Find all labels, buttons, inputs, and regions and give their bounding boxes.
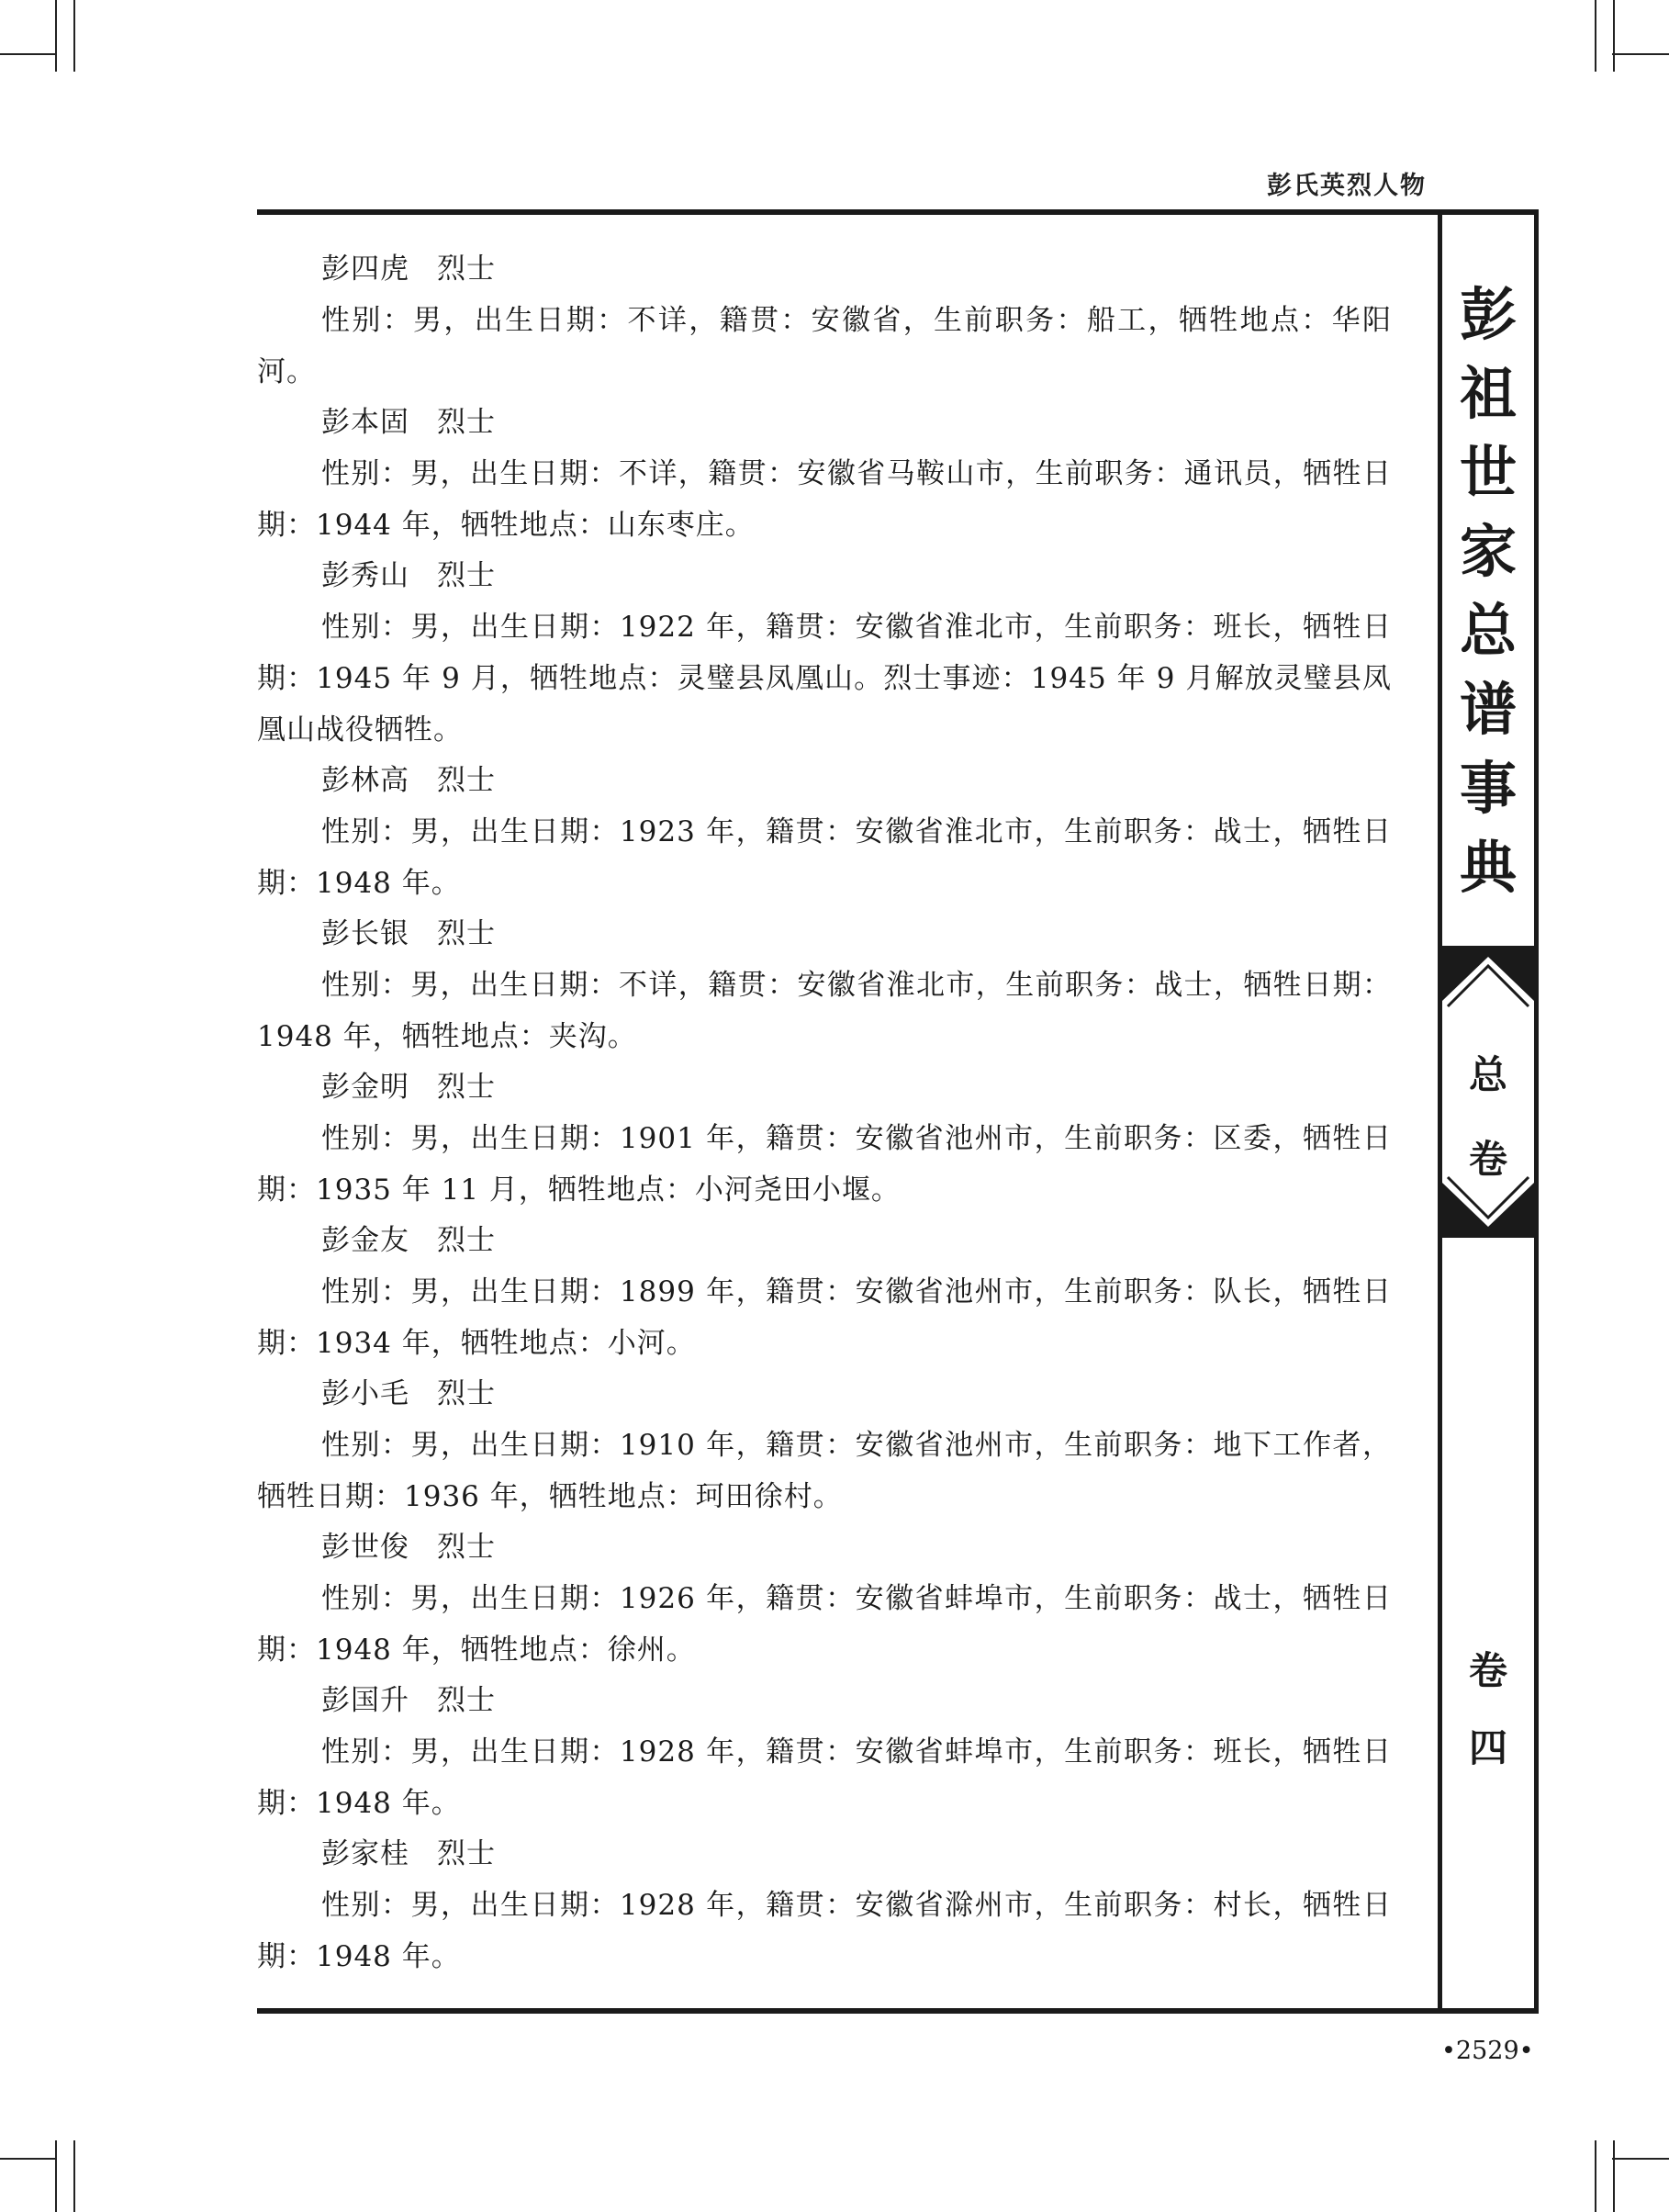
entry-name: 彭长银	[321, 917, 409, 950]
side-frame-outer	[1534, 209, 1539, 2014]
crop-mark	[1612, 53, 1669, 55]
entry-honor: 烈士	[437, 406, 496, 439]
entry-honor: 烈士	[437, 1837, 496, 1870]
crop-mark	[1595, 2140, 1596, 2212]
entry-name: 彭世俊	[321, 1531, 409, 1564]
book-title-char: 家	[1459, 518, 1517, 585]
entry-heading	[257, 551, 1392, 601]
book-title-char: 事	[1459, 755, 1517, 822]
crop-mark	[55, 2140, 57, 2212]
crop-mark	[1613, 0, 1615, 72]
entry-name: 彭国升	[321, 1684, 409, 1717]
entry-honor: 烈士	[437, 1224, 496, 1257]
running-header: 彭氏英烈人物	[1267, 172, 1427, 200]
entry-honor: 烈士	[437, 917, 496, 950]
entry-name: 彭金明	[321, 1071, 409, 1104]
entry-text: 性别：男，出生日期：1926 年，籍贯：安徽省蚌埠市，生前职务：战士，牺牲日期：1948 年，牺牲地点：徐州。	[257, 1582, 1392, 1667]
book-title-char: 谱	[1459, 676, 1517, 743]
entry-text: 性别：男，出生日期：1910 年，籍贯：安徽省池州市，生前职务：地下工作者，牺牲日期：1936 年，牺牲地点：珂田徐村。	[257, 1429, 1392, 1513]
volume-char: 卷	[1468, 1137, 1507, 1182]
entry-name: 彭四虎	[321, 253, 409, 286]
entry-heading	[257, 909, 1392, 960]
entry-heading	[257, 1522, 1392, 1573]
crop-mark	[1595, 0, 1596, 72]
entry-name: 彭家桂	[321, 1837, 409, 1870]
crop-mark	[1612, 2158, 1669, 2160]
body-text	[257, 244, 1392, 1982]
martyr-entry	[257, 398, 1392, 551]
entry-name: 彭林高	[321, 764, 409, 797]
martyr-entry	[257, 756, 1392, 909]
chapter-char: 卷	[1468, 1648, 1507, 1693]
entry-name: 彭本固	[321, 406, 409, 439]
martyr-entry	[257, 244, 1392, 398]
entry-heading	[257, 244, 1392, 295]
martyr-entry	[257, 1369, 1392, 1522]
book-title-char: 典	[1459, 834, 1517, 901]
entry-heading	[257, 1676, 1392, 1726]
entry-name: 彭小毛	[321, 1377, 409, 1410]
volume-char: 总	[1468, 1052, 1507, 1097]
page-number: •2529•	[1441, 2037, 1534, 2065]
martyr-entry	[257, 551, 1392, 756]
entry-name: 彭秀山	[321, 559, 409, 592]
entry-text: 性别：男，出生日期：1899 年，籍贯：安徽省池州市，生前职务：队长，牺牲日期：1934 年，牺牲地点：小河。	[257, 1275, 1392, 1360]
book-title-char: 总	[1459, 597, 1517, 664]
entry-heading	[257, 1062, 1392, 1113]
entry-text: 性别：男，出生日期：1928 年，籍贯：安徽省滁州市，生前职务：村长，牺牲日期：1948 年。	[257, 1889, 1392, 1973]
martyr-entry	[257, 1522, 1392, 1676]
entry-text: 性别：男，出生日期：1923 年，籍贯：安徽省淮北市，生前职务：战士，牺牲日期：1948 年。	[257, 815, 1392, 900]
entry-text: 性别：男，出生日期：1928 年，籍贯：安徽省蚌埠市，生前职务：班长，牺牲日期：1948 年。	[257, 1735, 1392, 1820]
crop-mark	[1613, 2140, 1615, 2212]
martyr-entry	[257, 909, 1392, 1062]
volume-box	[1442, 946, 1534, 1238]
crop-mark	[73, 2140, 75, 2212]
book-title-char: 彭	[1459, 281, 1517, 348]
crop-mark	[0, 2158, 57, 2160]
entry-heading	[257, 398, 1392, 448]
entry-honor: 烈士	[437, 1377, 496, 1410]
entry-honor: 烈士	[437, 1684, 496, 1717]
entry-text: 性别：男，出生日期：不详，籍贯：安徽省，生前职务：船工，牺牲地点：华阳河。	[257, 304, 1392, 388]
entry-honor: 烈士	[437, 559, 496, 592]
entry-heading	[257, 756, 1392, 806]
book-title-char: 祖	[1459, 360, 1517, 427]
martyr-entry	[257, 1216, 1392, 1369]
volume-label	[1442, 1033, 1534, 1202]
entry-honor: 烈士	[437, 764, 496, 797]
crop-mark	[55, 0, 57, 72]
martyr-entry	[257, 1062, 1392, 1216]
entry-text: 性别：男，出生日期：不详，籍贯：安徽省淮北市，生前职务：战士，牺牲日期：1948 年，牺牲地点：夹沟。	[257, 969, 1392, 1053]
top-rule	[257, 209, 1539, 215]
entry-heading	[257, 1216, 1392, 1266]
book-title	[1442, 275, 1534, 907]
crop-mark	[73, 0, 75, 72]
entry-name: 彭金友	[321, 1224, 409, 1257]
martyr-entry	[257, 1829, 1392, 1982]
entry-honor: 烈士	[437, 1531, 496, 1564]
crop-mark	[0, 53, 57, 55]
chapter-char: 四	[1468, 1725, 1507, 1770]
entry-text: 性别：男，出生日期：1922 年，籍贯：安徽省淮北市，生前职务：班长，牺牲日期：1945 年 9 月，牺牲地点：灵璧县凤凰山。烈士事迹：1945 年 9 月解放灵璧县凤凰山战役牺牲。	[257, 611, 1392, 747]
entry-heading	[257, 1829, 1392, 1880]
book-title-char: 世	[1459, 439, 1517, 506]
entry-text: 性别：男，出生日期：不详，籍贯：安徽省马鞍山市，生前职务：通讯员，牺牲日期：1944 年，牺牲地点：山东枣庄。	[257, 457, 1392, 542]
entry-honor: 烈士	[437, 253, 496, 286]
entry-heading	[257, 1369, 1392, 1420]
bottom-rule	[257, 2008, 1539, 2014]
entry-honor: 烈士	[437, 1071, 496, 1104]
chapter-label	[1442, 1633, 1534, 1787]
martyr-entry	[257, 1676, 1392, 1829]
entry-text: 性别：男，出生日期：1901 年，籍贯：安徽省池州市，生前职务：区委，牺牲日期：1935 年 11 月，牺牲地点：小河尧田小堰。	[257, 1122, 1392, 1207]
